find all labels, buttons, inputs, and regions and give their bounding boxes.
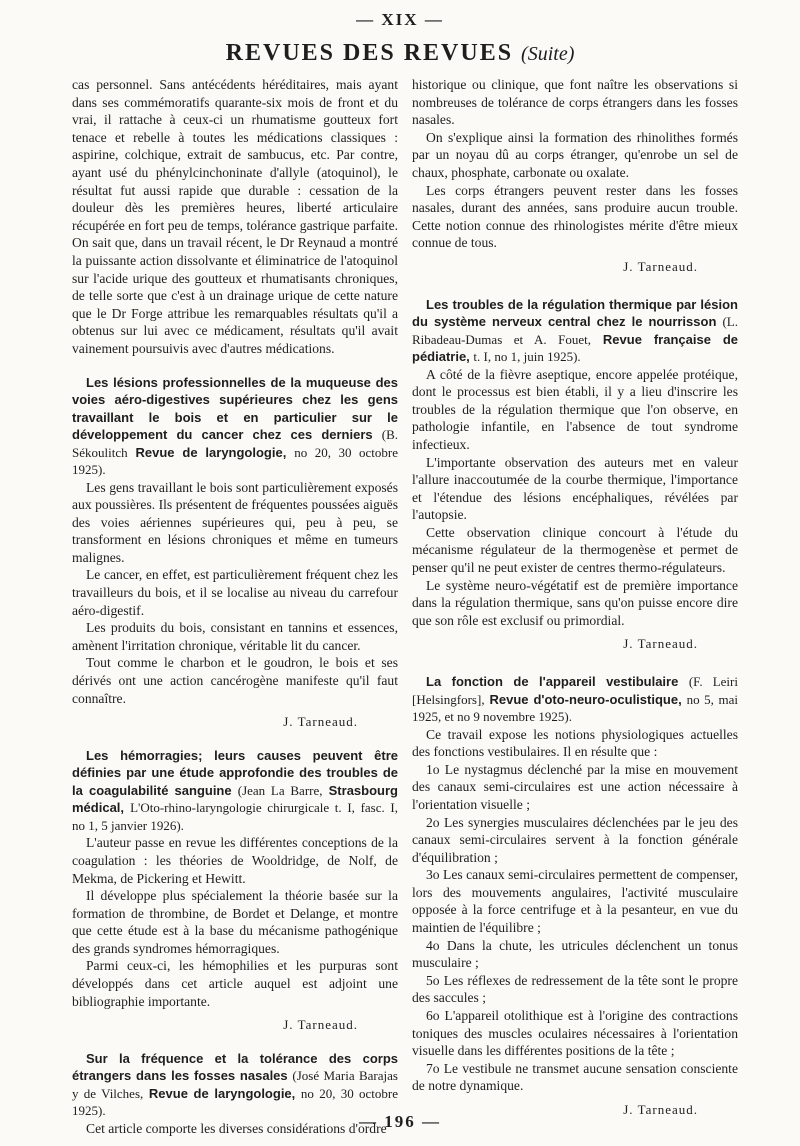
article-regulation-thermique [412, 296, 738, 654]
article-author: (L. Ribadeau-Dumas et A. Fouet, [412, 314, 738, 347]
article-paragraph: L'importante observation des auteurs met en valeur l'allure inaccoutumée de la courbe thermique, l'importance et l'étendue des lésions encéphaliques, révélées par l'autopsie. [412, 454, 738, 523]
section-title [0, 40, 800, 67]
article-journal: Strasbourg médical, [72, 782, 398, 816]
article-lesions-professionnelles [72, 374, 398, 731]
section-title-text: REVUES DES REVUES [225, 40, 514, 66]
article-author: (F. Leiri [Helsingfors], [412, 674, 738, 707]
article-paragraph: Les produits du bois, consistant en tannins et essences, amènent l'irritation chronique, véritable lit du cancer. [72, 620, 398, 653]
article-citation: no 5, mai 1925, et no 9 novembre 1925). [412, 691, 738, 725]
article-paragraph: Il développe plus spécialement la théorie basée sur la formation de thrombine, de Bordet et Delange, et montre que cette étude est à la base du mécanisme pathogénique des grands syndromes hémorragiques. [72, 888, 398, 956]
article-paragraph: Le cancer, en effet, est particulièrement fréquent chez les travailleurs du bois, et il se localise au niveau du carrefour aéro-digestif. [72, 567, 398, 618]
article-signature: J. Tarneaud. [623, 1102, 698, 1117]
article-author: (José Maria Barajas y de Vilches, [72, 1068, 398, 1101]
article-appareil-vestibulaire [412, 673, 738, 1119]
page-number: — 196 — [359, 1112, 441, 1131]
article-title: Les lésions professionnelles de la muqueuse des voies aéro-digestives supérieures chez les gens travaillant le bois et en particulier sur le développement du cancer chez ces derniers [72, 374, 398, 442]
article-citation: L'Oto-rhino-laryngologie chirurgicale t. I, fasc. I, no 1, 5 janvier 1926). [72, 800, 398, 833]
article-list-item: 6o L'appareil otolithique est à l'origine des contractions toniques des muscles oculaires nécessaires à l'orientation visuelle dans les différentes positions de la tête ; [412, 1008, 738, 1059]
article-signature: J. Tarneaud. [623, 258, 698, 274]
article-heading [412, 296, 738, 366]
article-author: (Jean La Barre, [237, 782, 323, 798]
page-roman-numeral: — XIX — [356, 10, 444, 29]
article-list-item: 4o Dans la chute, les utricules déclenchent un tonus musculaire ; [412, 937, 738, 971]
article-paragraph: Parmi ceux-ci, les hémophilies et les purpuras sont développés dans cet article auquel est adjoint une bibliographie importante. [72, 958, 398, 1009]
article-citation: t. I, no 1, juin 1925). [473, 349, 581, 365]
article-title: Sur la fréquence et la tolérance des corps étrangers dans les fosses nasales [72, 1050, 398, 1084]
article-paragraph: Tout comme le charbon et le goudron, le bois et ses dérivés ont une action cancérogène manifeste qu'il faut connaître. [72, 655, 398, 706]
article-journal: Revue de laryngologie, [135, 444, 287, 460]
article-title: La fonction de l'appareil vestibulaire [426, 674, 679, 690]
article-paragraph: Les gens travaillant le bois sont particulièrement exposés aux poussières. Ils présentent de fréquentes poussées aiguës des voies aériennes supérieures qui, peu à peu, se transforment en lésions chroniques et même en tumeurs malignes. [72, 479, 398, 565]
article-citation: no 20, 30 octobre 1925). [72, 1085, 398, 1119]
article-title: Les hémorragies; leurs causes peuvent être définies par une étude approfondie des troubles de la coagulabilité sanguine [72, 747, 398, 798]
article-paragraph: Cette observation clinique concourt à l'étude du mécanisme régulateur de la thermogenèse et permet de penser qu'il ne peut exister de centres thermo-régulateurs. [412, 524, 738, 576]
article-journal: Revue de laryngologie, [148, 1085, 296, 1101]
article-signature: J. Tarneaud. [283, 714, 358, 730]
article-list-item: 1o Le nystagmus déclenché par la mise en mouvement des canaux semi-circulaires est une action nécessaire à l'orientation visuelle ; [412, 761, 738, 812]
article-title: Les troubles de la régulation thermique par lésion du système nerveux central chez le nourrisson [412, 296, 738, 330]
left-column [72, 76, 398, 1137]
article-heading [72, 1050, 398, 1120]
article-heading [72, 374, 398, 479]
article-list-item: 2o Les synergies musculaires déclenchées par le jeu des canaux semi-circulaires servent à la fonction générale d'équilibration ; [412, 814, 738, 865]
article-paragraph: Cet article comporte les diverses considérations d'ordre [86, 1120, 387, 1136]
intro-paragraph: cas personnel. Sans antécédents héréditaires, mais ayant dans ses commémoratifs quarante-six mois de front et du vrai, il rattache à ceux-ci un rhumatisme goutteux fort tenace et rebelle à toutes les médications classiques : aspirine, colchique, extrait de sambucus, etc. Par contre, ayant usé du phénylcinchoninate d'allyle (atoquinol), le résultat fut aussi rapide que durable : cessation de la douleur dès les premières heures, liberté articulaire récupérée en fort peu de temps, tolérance gastrique parfaite. On sait que, dans un travail récent, le Dr Reynaud a montré la puissante action dissolvante et éliminatrice de l'atoquinol sur l'acide urique des goutteux et rhumatisants chroniques, de telle sorte que c'est à un drainage urique de cette nature que le Dr Forge attribue les remarquables résultats qu'il a obtenus sur lui avec ce médicament, résultats qu'il avait vainement poursuivis avec d'autres médications. [72, 77, 398, 356]
article-list-item: 3o Les canaux semi-circulaires permettent de compenser, lors des mouvements angulaires, l'activité musculaire opposée à la force centrifuge et à la pesanteur, en vue du maintien de l'équilibre ; [412, 867, 738, 936]
article-hemorragies [72, 747, 398, 1034]
article-heading [412, 673, 738, 726]
article-citation: no 20, 30 octobre 1925). [72, 444, 398, 477]
section-title-suite: (Suite) [521, 43, 575, 65]
right-column [412, 76, 738, 1119]
continued-paragraph: On s'explique ainsi la formation des rhinolithes formés par un noyau dû au corps étranger, qu'enrobe un sel de chaux, phosphate, carbonate ou oxalate. [412, 129, 738, 180]
article-heading [72, 747, 398, 835]
article-signature: J. Tarneaud. [283, 1017, 358, 1033]
article-list-item: 7o Le vestibule ne transmet aucune sensation consciente de notre dynamique. [412, 1060, 738, 1094]
article-paragraph: Ce travail expose les notions physiologiques actuelles des fonctions vestibulaires. Il en résulte que : [412, 726, 738, 760]
article-list-item: 5o Les réflexes de redressement de la tête sont le propre des saccules ; [412, 972, 738, 1006]
article-journal: Revue française de pédiatrie, [412, 331, 738, 365]
article-journal: Revue d'oto-neuro-oculistique, [489, 691, 682, 707]
article-author: (B. Sékoulitch [72, 427, 398, 460]
continued-paragraph: Les corps étrangers peuvent rester dans les fosses nasales, durant des années, sans produire aucun trouble. Cette notion connue des rhinologistes mérite d'être mieux connue de tous. [412, 182, 738, 251]
article-paragraph: A côté de la fièvre aseptique, encore appelée protéique, dont le processus est bien établi, il y a lieu d'inscrire les troubles de la régulation thermique que l'on observe, en pathologie infantile, en l'absence de tout syndrome infectieux. [412, 366, 738, 452]
continued-paragraph: historique ou clinique, que font naître les observations si nombreuses de tolérance de corps étrangers dans les fosses nasales. [412, 77, 738, 128]
article-signature: J. Tarneaud. [623, 636, 698, 652]
article-paragraph: L'auteur passe en revue les différentes conceptions de la coagulation : les théories de Wooldridge, de Nolf, de Mekma, de Pickering et Hewitt. [72, 835, 398, 886]
article-paragraph: Le système neuro-végétatif est de première importance dans la régulation thermique, sans qu'on puisse encore dire que son rôle est exclusif ou primordial. [412, 577, 738, 628]
